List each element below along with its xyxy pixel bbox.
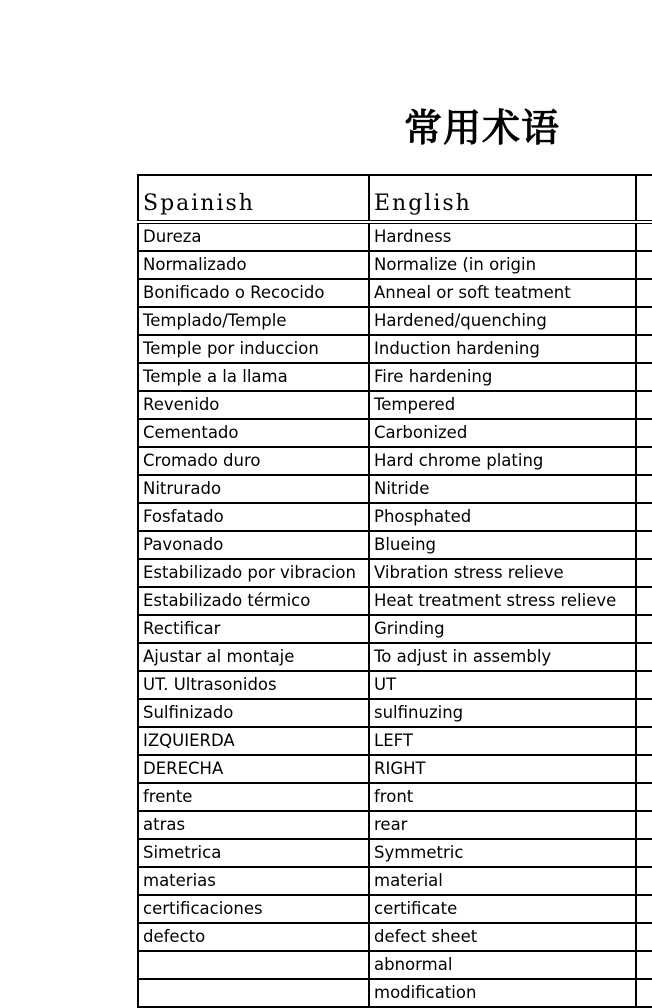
cell-extra: [635, 672, 652, 698]
cell-english: Vibration stress relieve: [368, 560, 635, 586]
cell-extra: [635, 784, 652, 810]
cell-english: Blueing: [368, 532, 635, 558]
table-row: [137, 616, 652, 644]
cell-spanish: materias: [137, 868, 368, 894]
table-row: [137, 924, 652, 952]
table-row: [137, 420, 652, 448]
table-row: [137, 252, 652, 280]
cell-spanish: Temple por induccion: [137, 336, 368, 362]
cell-extra: [635, 532, 652, 558]
cell-spanish: Normalizado: [137, 252, 368, 278]
table-row: [137, 756, 652, 784]
cell-spanish: IZQUIERDA: [137, 728, 368, 754]
table-row: [137, 336, 652, 364]
table-row: [137, 728, 652, 756]
table-row: [137, 672, 652, 700]
cell-extra: [635, 924, 652, 950]
cell-spanish: DERECHA: [137, 756, 368, 782]
cell-english: Symmetric: [368, 840, 635, 866]
cell-extra: [635, 224, 652, 250]
cell-extra: [635, 504, 652, 530]
cell-spanish: Nitrurado: [137, 476, 368, 502]
table-row: [137, 532, 652, 560]
cell-spanish: Templado/Temple: [137, 308, 368, 334]
table-row: [137, 952, 652, 980]
cell-extra: [635, 980, 652, 1006]
cell-spanish: Cromado duro: [137, 448, 368, 474]
cell-spanish: Simetrica: [137, 840, 368, 866]
cell-spanish: frente: [137, 784, 368, 810]
header-extra-column: [635, 176, 652, 220]
cell-extra: [635, 336, 652, 362]
cell-spanish: [137, 952, 368, 978]
cell-spanish: Rectificar: [137, 616, 368, 642]
cell-spanish: Bonificado o Recocido: [137, 280, 368, 306]
cell-english: RIGHT: [368, 756, 635, 782]
table-row: [137, 308, 652, 336]
table-row: [137, 840, 652, 868]
table-row: [137, 560, 652, 588]
cell-extra: [635, 308, 652, 334]
cell-english: Induction hardening: [368, 336, 635, 362]
cell-english: Heat treatment stress relieve: [368, 588, 635, 614]
cell-spanish: Ajustar al montaje: [137, 644, 368, 670]
header-english: English: [368, 176, 635, 220]
table-row: [137, 644, 652, 672]
table-row: [137, 504, 652, 532]
cell-extra: [635, 252, 652, 278]
cell-spanish: Sulfinizado: [137, 700, 368, 726]
cell-english: material: [368, 868, 635, 894]
cell-spanish: Dureza: [137, 224, 368, 250]
cell-spanish: Cementado: [137, 420, 368, 446]
cell-extra: [635, 728, 652, 754]
cell-english: Anneal or soft teatment: [368, 280, 635, 306]
cell-extra: [635, 448, 652, 474]
table-row: [137, 700, 652, 728]
table-row: [137, 392, 652, 420]
cell-english: Hardness: [368, 224, 635, 250]
cell-extra: [635, 616, 652, 642]
table-row: [137, 476, 652, 504]
cell-english: Carbonized: [368, 420, 635, 446]
cell-spanish: Pavonado: [137, 532, 368, 558]
cell-english: Hard chrome plating: [368, 448, 635, 474]
cell-spanish: [137, 980, 368, 1006]
cell-extra: [635, 840, 652, 866]
cell-english: Fire hardening: [368, 364, 635, 390]
cell-spanish: UT. Ultrasonidos: [137, 672, 368, 698]
cell-english: Tempered: [368, 392, 635, 418]
cell-extra: [635, 560, 652, 586]
cell-spanish: atras: [137, 812, 368, 838]
cell-english: sulfinuzing: [368, 700, 635, 726]
cell-extra: [635, 476, 652, 502]
cell-extra: [635, 280, 652, 306]
cell-english: To adjust in assembly: [368, 644, 635, 670]
table-row: [137, 784, 652, 812]
cell-spanish: defecto: [137, 924, 368, 950]
cell-spanish: Estabilizado por vibracion: [137, 560, 368, 586]
table-row: [137, 588, 652, 616]
table-row: [137, 896, 652, 924]
cell-extra: [635, 756, 652, 782]
cell-english: LEFT: [368, 728, 635, 754]
table-row: [137, 980, 652, 1008]
cell-english: Normalize (in origin: [368, 252, 635, 278]
cell-english: UT: [368, 672, 635, 698]
table-header-row: [137, 176, 652, 224]
cell-extra: [635, 812, 652, 838]
cell-extra: [635, 868, 652, 894]
table-row: [137, 280, 652, 308]
cell-english: Phosphated: [368, 504, 635, 530]
cell-spanish: Fosfatado: [137, 504, 368, 530]
cell-english: Nitride: [368, 476, 635, 502]
cell-extra: [635, 896, 652, 922]
cell-extra: [635, 644, 652, 670]
cell-spanish: Temple a la llama: [137, 364, 368, 390]
cell-english: abnormal: [368, 952, 635, 978]
cell-extra: [635, 392, 652, 418]
page-title: 常用术语: [404, 105, 561, 150]
cell-extra: [635, 588, 652, 614]
table-row: [137, 364, 652, 392]
table-body: [137, 224, 652, 1008]
cell-english: Hardened/quenching: [368, 308, 635, 334]
cell-extra: [635, 364, 652, 390]
cell-extra: [635, 420, 652, 446]
cell-english: front: [368, 784, 635, 810]
cell-spanish: Revenido: [137, 392, 368, 418]
cell-english: Grinding: [368, 616, 635, 642]
table-row: [137, 448, 652, 476]
terms-table: [137, 174, 652, 1008]
cell-spanish: Estabilizado térmico: [137, 588, 368, 614]
cell-english: rear: [368, 812, 635, 838]
table-row: [137, 868, 652, 896]
cell-english: defect sheet: [368, 924, 635, 950]
table-row: [137, 224, 652, 252]
table-row: [137, 812, 652, 840]
cell-english: certificate: [368, 896, 635, 922]
cell-spanish: certificaciones: [137, 896, 368, 922]
header-spanish: Spainish: [137, 176, 368, 220]
cell-english: modification: [368, 980, 635, 1006]
cell-extra: [635, 952, 652, 978]
cell-extra: [635, 700, 652, 726]
